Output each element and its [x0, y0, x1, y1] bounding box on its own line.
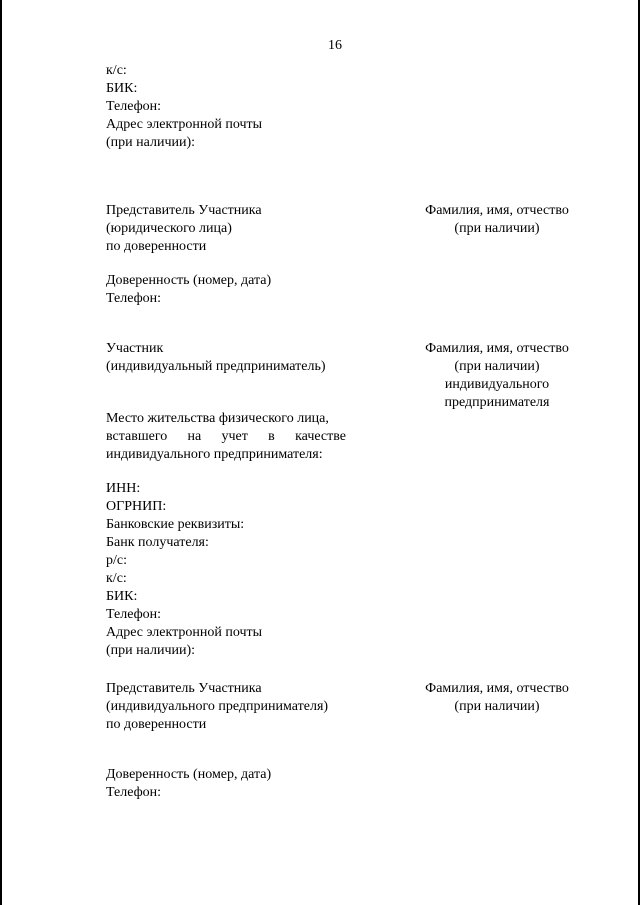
participant-fio-line-4: предпринимателя	[444, 395, 550, 410]
inn-label: ИНН:	[106, 481, 141, 496]
rep-legal-fio-line-1: Фамилия, имя, отчество	[425, 203, 569, 218]
scan-edge-left	[0, 0, 2, 905]
email-if-any-label: (при наличии):	[106, 135, 196, 150]
residence-line-1: Место жительства физического лица,	[106, 411, 329, 426]
rep-legal-line-1: Представитель Участника	[106, 203, 262, 218]
phone-label: Телефон:	[106, 99, 162, 114]
page-number: 16	[328, 38, 342, 53]
rep-ip-fio-line-2: (при наличии)	[454, 699, 540, 714]
poa2-label: Доверенность (номер, дата)	[106, 767, 272, 782]
bank-label: Банк получателя:	[106, 535, 209, 550]
poa-phone-label: Телефон:	[106, 291, 162, 306]
participant-line-2: (индивидуальный предприниматель)	[106, 359, 326, 374]
residence-line-2: вставшего на учет в качестве	[106, 429, 346, 444]
participant-fio-line-1: Фамилия, имя, отчество	[425, 341, 569, 356]
poa2-phone-label: Телефон:	[106, 785, 162, 800]
details-bik-label: БИК:	[106, 589, 138, 604]
participant-line-1: Участник	[106, 341, 164, 356]
details-email-label: Адрес электронной почты	[106, 625, 263, 640]
rep-ip-line-3: по доверенности	[106, 717, 207, 732]
rep-ip-line-2: (индивидуального предпринимателя)	[106, 699, 329, 714]
details-ks-label: к/с:	[106, 571, 127, 586]
ogrnip-label: ОГРНИП:	[106, 499, 167, 514]
poa-label: Доверенность (номер, дата)	[106, 273, 272, 288]
participant-fio-line-2: (при наличии)	[454, 359, 540, 374]
rs-label: р/с:	[106, 553, 127, 568]
rep-legal-fio-line-2: (при наличии)	[454, 221, 540, 236]
bik-label: БИК:	[106, 81, 138, 96]
bank-details-label: Банковские реквизиты:	[106, 517, 245, 532]
details-phone-label: Телефон:	[106, 607, 162, 622]
rep-legal-line-3: по доверенности	[106, 239, 207, 254]
rep-ip-line-1: Представитель Участника	[106, 681, 262, 696]
residence-line-3: индивидуального предпринимателя:	[106, 447, 323, 462]
email-label: Адрес электронной почты	[106, 117, 263, 132]
rep-legal-line-2: (юридического лица)	[106, 221, 232, 236]
participant-fio-line-3: индивидуального	[444, 377, 550, 392]
rep-ip-fio-line-1: Фамилия, имя, отчество	[425, 681, 569, 696]
details-email-if-any-label: (при наличии):	[106, 643, 196, 658]
ks-label: к/с:	[106, 63, 127, 78]
